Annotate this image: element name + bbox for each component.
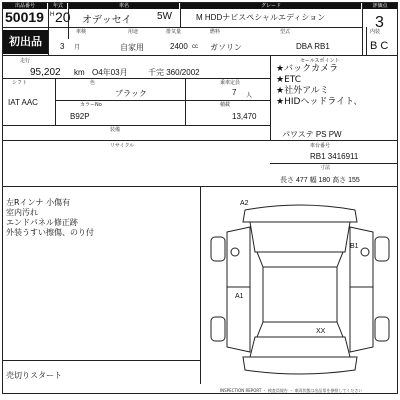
trans-value: IAT AAC xyxy=(8,98,38,107)
model-value: DBA RB1 xyxy=(296,42,330,51)
mark-a1: A1 xyxy=(235,293,244,300)
load-label: 積載 xyxy=(220,102,231,108)
cc-label: 排気量 xyxy=(166,29,182,35)
dims-label: 寸法 xyxy=(320,165,331,171)
vin-value: RB1 3416911 xyxy=(310,152,359,161)
year-era: H xyxy=(50,12,55,18)
door-type: 5W xyxy=(157,11,172,22)
month-unit: 月 xyxy=(74,45,81,51)
car-name: オデッセイ xyxy=(82,15,132,26)
interior-value: B C xyxy=(370,40,389,52)
grade-value: M HDDナビスペシャルエディション xyxy=(196,13,326,22)
recycle-label: リサイクル xyxy=(110,143,135,149)
inspection-notes: 左Rインナ 小傷有 室内汚れ エンドパネル修正跡 外装うすい擦傷、のり付 xyxy=(6,198,94,237)
score-value: 3 xyxy=(375,14,384,31)
equip-value: パワステ PS PW xyxy=(282,130,342,139)
shaken-label: 車検 xyxy=(76,29,87,35)
cc-value: 2400 xyxy=(170,42,188,51)
fuel-label: 燃料 xyxy=(210,29,221,35)
color-value: ブラック xyxy=(115,89,147,98)
car-damage-diagram xyxy=(205,192,395,382)
features-text: ★バックカメラ ★ETC ★社外アルミ ★HIDヘッドライト、 xyxy=(276,64,363,107)
seats-value: 7 xyxy=(232,88,237,97)
footer-text: INSPECTION REPORT ・ 検査員報告 ・ 車両状態は出品票を参照してください xyxy=(220,388,363,393)
mark-a2: A2 xyxy=(240,200,249,207)
mileage-date: O4年03月 xyxy=(92,68,128,77)
trans-label: シフト xyxy=(12,80,28,86)
color-code-value: B92P xyxy=(70,112,90,121)
load-value: 13,470 xyxy=(232,112,257,121)
features-label: セールスポイント xyxy=(300,58,340,64)
fuel-value: ガソリン xyxy=(210,43,242,52)
equip-label: 装備 xyxy=(110,127,121,133)
interior-label: 内装 xyxy=(370,29,381,35)
model-label: 型式 xyxy=(280,29,291,35)
score-header: 評価点 xyxy=(363,3,397,9)
mark-xx: XX xyxy=(316,328,326,335)
usage-value: 自家用 xyxy=(120,43,144,52)
color-code-label: カラーNo xyxy=(80,102,102,108)
lot-number: 50019 xyxy=(5,9,44,25)
price-value: 千完 360/2002 xyxy=(148,68,200,77)
month-value: 3 xyxy=(60,42,65,51)
vin-label: 車台番号 xyxy=(310,143,331,149)
car-header: 車名 xyxy=(69,3,179,9)
first-listing-text: 初出品 xyxy=(9,35,42,48)
seats-label: 乗車定員 xyxy=(220,80,241,86)
cc-unit: cc xyxy=(192,44,198,50)
grade-header: グレード xyxy=(181,3,361,9)
color-label: 色 xyxy=(90,80,96,86)
year-value: 20 xyxy=(55,9,71,25)
mileage-value: 95,202 xyxy=(30,67,61,78)
mileage-label: 走行 xyxy=(20,58,31,64)
dims-value: 長さ 477 幅 180 高さ 155 xyxy=(280,177,360,184)
mileage-unit: km xyxy=(74,68,85,77)
seats-unit: 人 xyxy=(246,93,253,99)
usage-label: 用途 xyxy=(128,29,139,35)
lot-header: 出品番号 xyxy=(3,3,47,9)
first-listing-badge xyxy=(3,30,48,54)
start-note: 売切りスタート xyxy=(6,371,62,380)
mark-b1: B1 xyxy=(350,243,359,250)
year-header: 年式 xyxy=(49,3,67,9)
